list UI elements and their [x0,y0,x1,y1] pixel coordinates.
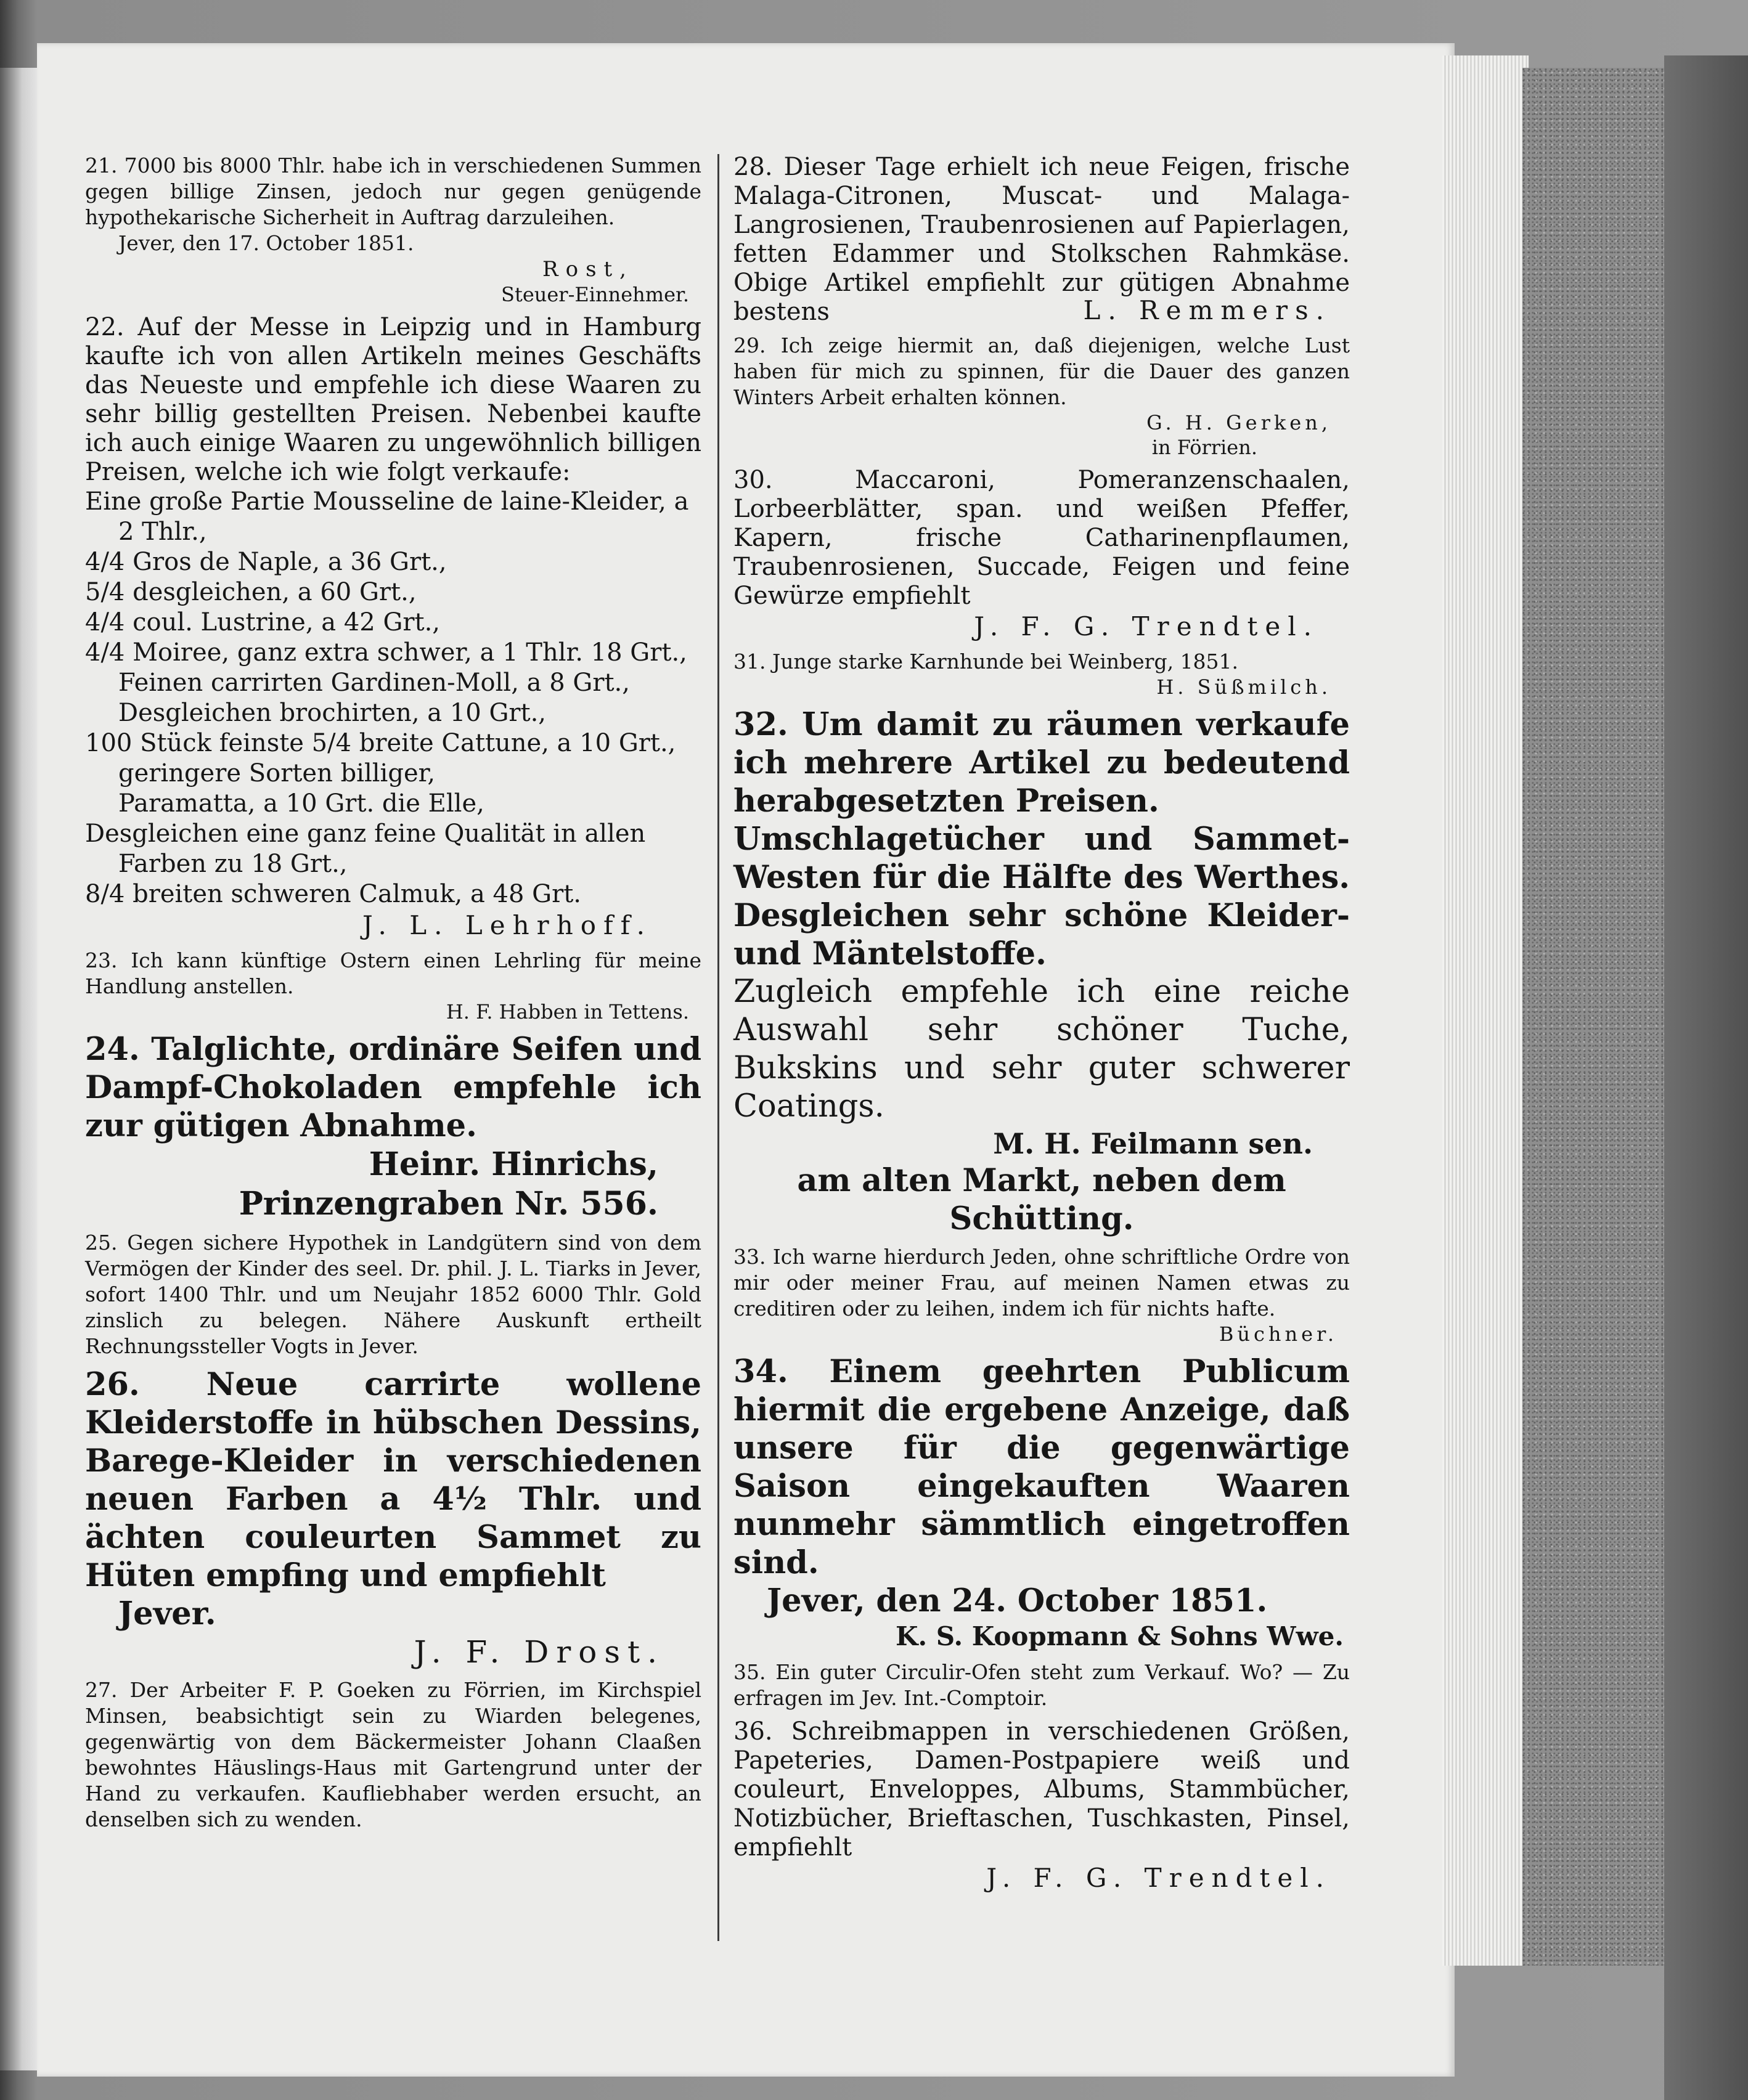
advert-30 [733,466,1350,643]
advert-32-text: 32. Um damit zu räumen verkaufe ich mehrere Artikel zu bedeutend herabgesetzten Preisen. [733,706,1350,820]
advert-28 [733,153,1350,327]
advert-36 [733,1717,1350,1894]
advert-32 [733,706,1350,1238]
advert-22-item: 4/4 coul. Lustrine, a 42 Grt., [85,608,441,637]
advert-30-signer: J. F. G. Trendtel. [974,611,1319,641]
advert-22-item: Desgleichen brochirten, a 10 Grt., [118,699,547,727]
advert-28-text: 28. Dieser Tage erhielt ich neue Feigen, frische Malaga-Citronen, Muscat- und Malaga-Langrosienen, Traubenrosienen auf Papierlagen, fetten Edammer und Stolkschen Rahmkäse. Obige Artikel empfiehlt zur gütigen Abnahme bestens [733,153,1350,326]
advert-26-text: 26. Neue carrirte wollene Kleiderstoffe in hübschen Dessins, Barege-Kleider in verschiedenen neuen Farben a 4½ Thlr. und ächten couleurten Sammet zu Hüten empfing und empfiehlt [85,1366,701,1594]
advert-34 [733,1353,1350,1653]
advert-29-place: in Förrien. [1151,436,1257,459]
advert-33-signer: Büchner. [1219,1322,1338,1346]
advert-27-text: 27. Der Arbeiter F. P. Goeken zu Förrien, im Kirchspiel Minsen, beabsichtigt sein zu Wiarden belegenes, gegenwärtig von dem Bäckermeister Johann Claaßen bewohntes Häuslings-Haus mit Gartengrund unter der Hand zu verkaufen. Kaufliebhaber werden ersucht, an denselben sich zu wenden. [85,1678,701,1831]
advert-33 [733,1244,1350,1346]
advert-21-place-date: Jever, den 17. October 1851. [118,231,414,255]
advert-22-item: 4/4 Gros de Naple, a 36 Grt., [85,548,447,576]
advert-22-item: 8/4 breiten schweren Calmuk, a 48 Grt. [85,880,582,908]
advert-31-signer: H. Süßmilch. [1156,675,1331,699]
advert-22 [85,313,701,942]
advert-22-signer: J. L. Lehrhoff. [362,910,652,940]
advert-24-text: 24. Talglichte, ordinäre Seifen und Dampf-Chokoladen empfehle ich zur gütigen Abnahme. [85,1031,701,1144]
advert-23 [85,948,701,1024]
advert-29-signer: G. H. Gerken, [1146,411,1331,434]
advert-22-item: Paramatta, a 10 Grt. die Elle, [118,789,484,818]
advert-34-signer: K. S. Koopmann & Sohns Wwe. [895,1621,1344,1651]
page-block-edge [1442,55,1529,1966]
advert-33-text: 33. Ich warne hierdurch Jeden, ohne schriftliche Ordre von mir oder meiner Frau, auf meinen Namen etwas zu creditiren oder zu leihen, indem ich für nichts hafte. [733,1245,1350,1321]
advert-32-signer: M. H. Feilmann sen. [993,1127,1313,1160]
advert-24-address: Prinzengraben Nr. 556. [239,1185,658,1223]
advert-35-text: 35. Ein guter Circulir-Ofen steht zum Verkauf. Wo? — Zu erfragen im Jev. Int.-Comptoir. [733,1660,1350,1710]
advert-36-text: 36. Schreibmappen in verschiedenen Größen, Papeteries, Damen-Postpapiere weiß und couleurt, Enveloppes, Albums, Stammbücher, Notizbücher, Brieftaschen, Tuschkasten, Pinsel, empfiehlt [733,1717,1350,1862]
advert-29-text: 29. Ich zeige hiermit an, daß diejenigen, welche Lust haben für mich zu spinnen, für die Dauer des ganzen Winters Arbeit erhalten können. [733,333,1350,409]
advert-30-text: 30. Maccaroni, Pomeranzenschaalen, Lorbeerblätter, span. und weißen Pfeffer, Kapern, frische Catharinenpflaumen, Traubenrosienen, Succade, Feigen und feine Gewürze empfiehlt [733,466,1350,610]
advert-22-item: Eine große Partie Mousseline de laine-Kleider, a 2 Thlr., [85,487,689,546]
cover-shadow [1664,55,1748,2100]
advert-29 [733,333,1350,460]
advert-22-item: Desgleichen eine ganz feine Qualität in allen Farben zu 18 Grt., [85,820,646,878]
advert-32-text2: Umschlagetücher und Sammet-Westen für die Hälfte des Werthes. Desgleichen sehr schöne Kleider- und Mäntelstoffe. [733,821,1350,972]
marbled-cover-board [1522,68,1664,1966]
advert-22-item: 4/4 Moiree, ganz extra schwer, a 1 Thlr. 18 Grt., [85,638,687,667]
advert-24-signer: Heinr. Hinrichs, [369,1146,658,1183]
advert-32-text3: Zugleich empfehle ich eine reiche Auswahl sehr schöner Tuche, Bukskins und sehr guter schwerer Coatings. [733,974,1350,1125]
column-rule [717,154,719,1941]
advert-22-item: 100 Stück feinste 5/4 breite Cattune, a 10 Grt., geringere Sorten billiger, [85,729,676,788]
left-page-edge [0,68,37,2070]
advert-23-signer: H. F. Habben in Tettens. [446,1000,689,1024]
advert-36-signer: J. F. G. Trendtel. [986,1863,1331,1893]
advert-21 [85,153,701,307]
left-column [85,153,701,1839]
advert-23-text: 23. Ich kann künftige Ostern einen Lehrling für meine Handlung anstellen. [85,948,701,998]
advert-26 [85,1365,701,1671]
advert-21-signer: Rost, [542,257,634,282]
advert-32-address: am alten Markt, neben dem Schütting. [797,1162,1286,1237]
advert-26-signer: J. F. Drost. [414,1634,664,1670]
advert-21-signer-title: Steuer-Einnehmer. [501,283,689,306]
advert-24 [85,1030,701,1224]
advert-31-text: 31. Junge starke Karnhunde bei Weinberg, 1851. [733,649,1239,674]
advert-31 [733,649,1350,699]
advert-25 [85,1230,701,1359]
advert-26-place: Jever. [118,1595,216,1632]
advert-21-text: 21. 7000 bis 8000 Thlr. habe ich in verschiedenen Summen gegen billige Zinsen, jedoch nur gegen genügende hypothekarische Sicherheit in Auftrag darzuleihen. [85,153,701,229]
advert-34-text: 34. Einem geehrten Publicum hiermit die ergebene Anzeige, daß unsere für die gegenwärtige Saison eingekauften Waaren nunmehr sämmtlich eingetroffen sind. [733,1353,1350,1581]
advert-22-text: 22. Auf der Messe in Leipzig und in Hamburg kaufte ich von allen Artikeln meines Geschäfts das Neueste und empfehle ich diese Waaren zu sehr billig gestellten Preisen. Nebenbei kaufte ich auch einige Waaren zu ungewöhnlich billigen Preisen, welche ich wie folgt verkaufe: [85,313,701,486]
right-column [733,153,1350,1900]
advert-34-place-date: Jever, den 24. October 1851. [767,1582,1268,1619]
advert-27 [85,1677,701,1833]
advert-22-item: Feinen carrirten Gardinen-Moll, a 8 Grt., [118,669,630,697]
advert-35 [733,1659,1350,1711]
advert-25-text: 25. Gegen sichere Hypothek in Landgütern sind von dem Vermögen der Kinder des seel. Dr. phil. J. L. Tiarks in Jever, sofort 1400 Thlr. und um Neujahr 1852 6000 Thlr. Gold zinslich zu belegen. Nähere Auskunft ertheilt Rechnungssteller Vogts in Jever. [85,1231,701,1358]
advert-28-signer: L. Remmers. [1083,295,1331,325]
advert-22-item: 5/4 desgleichen, a 60 Grt., [85,578,417,606]
